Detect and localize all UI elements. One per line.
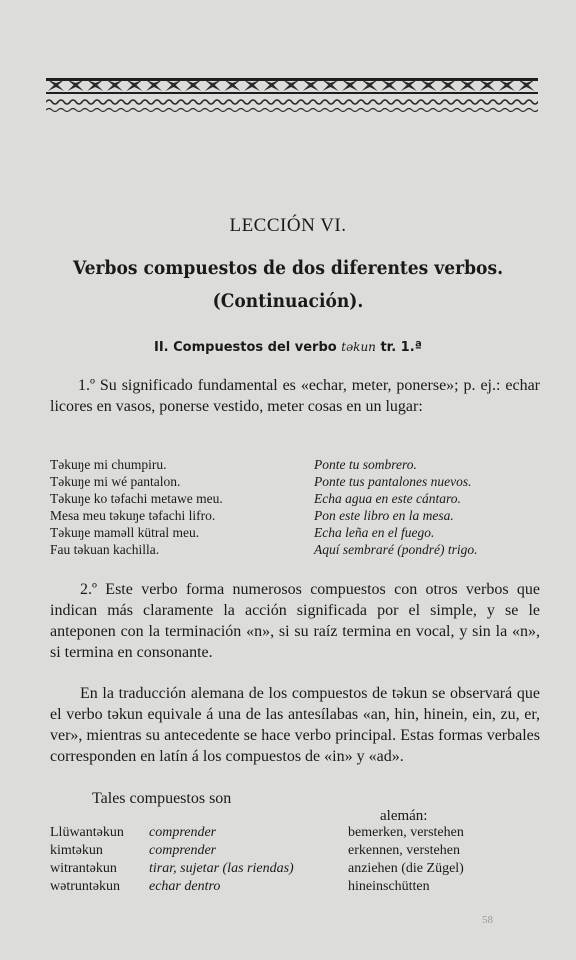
example-mapuche: Tәkuŋe ko tәfachi metawe meu. <box>50 491 223 506</box>
vocab-row <box>50 879 540 897</box>
page-number: 58 <box>482 914 493 926</box>
title-line-1: Verbos compuestos de dos diferentes verbos. <box>72 257 504 279</box>
vocabulary-list <box>50 825 540 897</box>
lesson-heading: LECCIÓN VI. <box>229 215 347 236</box>
paragraph-4: Tales compuestos son <box>92 790 232 807</box>
vocab-word: witrantәkun <box>50 861 117 876</box>
vocab-row <box>50 861 540 879</box>
example-spanish: Echa agua en este cántaro. <box>314 491 461 506</box>
wavy-border-line <box>46 109 538 112</box>
example-spanish: Pon este libro en la mesa. <box>314 508 454 523</box>
example-mapuche: Fau tәkuan kachilla. <box>50 542 160 557</box>
vocab-german: erkennen, verstehen <box>348 843 460 858</box>
flourish-ornament-icon <box>420 80 436 91</box>
section-subtitle <box>0 340 576 355</box>
flourish-ornament-icon <box>68 80 84 91</box>
vocab-spanish: comprender <box>149 825 217 840</box>
paragraph-3: En la traducción alemana de los compuestos de tәkun se observará que el verbo tәkun equivale á una de las antesílabas «an, hin, hinein, ein, zu, er, ver», mientras su antecedente se hace verbo principal. Estas formas verbales corresponden en latín á los compuestos de «in» y «ad». <box>50 685 540 765</box>
flourish-ornament-icon <box>303 80 319 91</box>
flourish-ornament-icon <box>146 80 162 91</box>
example-mapuche: Tәkuŋe mi chumpiru. <box>50 457 167 472</box>
example-row <box>50 542 540 559</box>
flourish-ornament-icon <box>107 80 123 91</box>
example-spanish: Echa leña en el fuego. <box>314 525 435 540</box>
flourish-ornament-icon <box>283 80 299 91</box>
vocab-german: anziehen (die Zügel) <box>348 861 464 876</box>
example-spanish: Aquí sembraré (pondré) trigo. <box>314 542 478 557</box>
flourish-ornament-icon <box>244 80 260 91</box>
example-spanish: Ponte tus pantalones nuevos. <box>314 474 472 489</box>
subtitle-suffix: tr. 1.ª <box>380 340 422 355</box>
vocab-word: Llüwantәkun <box>50 825 124 840</box>
flourish-ornament-icon <box>499 80 515 91</box>
example-spanish: Ponte tu sombrero. <box>314 457 417 472</box>
flourish-ornament-icon <box>381 80 397 91</box>
flourish-ornament-icon <box>440 80 456 91</box>
example-mapuche: Tәkuŋe mamәll kütral meu. <box>50 525 200 540</box>
flourish-ornament-icon <box>460 80 476 91</box>
paragraph-1: 1.º Su significado fundamental es «echar, meter, ponerse»; p. ej.: echar licores en vasos, ponerse vestido, meter cosas en un lugar: <box>50 377 540 415</box>
decorative-border-ornament <box>46 72 538 116</box>
flourish-ornament-icon <box>518 80 534 91</box>
title-line-2: (Continuación). <box>212 290 364 312</box>
flourish-ornament-icon <box>322 80 338 91</box>
vocab-german: bemerken, verstehen <box>348 825 464 840</box>
example-row <box>50 474 540 491</box>
german-column-label: alemán: <box>380 808 428 824</box>
example-row <box>50 508 540 525</box>
vocab-word: wәtruntәkun <box>50 879 120 894</box>
flourish-ornament-icon <box>224 80 240 91</box>
vocab-spanish: echar dentro <box>149 879 221 894</box>
vocab-row <box>50 843 540 861</box>
example-mapuche: Tәkuŋe mi wé pantalon. <box>50 474 181 489</box>
example-row <box>50 491 540 508</box>
example-sentences <box>50 457 540 559</box>
flourish-ornament-icon <box>166 80 182 91</box>
flourish-ornament-icon <box>48 80 64 91</box>
flourish-ornament-icon <box>126 80 142 91</box>
vocab-spanish: tirar, sujetar (las riendas) <box>149 861 294 876</box>
wavy-border-line <box>46 100 538 104</box>
vocab-german: hineinschütten <box>348 879 430 894</box>
example-row <box>50 525 540 542</box>
flourish-ornament-icon <box>185 80 201 91</box>
flourish-ornament-icon <box>342 80 358 91</box>
subtitle-prefix: II. Compuestos del verbo <box>153 340 337 355</box>
subtitle-verb: tәkun <box>341 340 376 354</box>
flourish-ornament-icon <box>205 80 221 91</box>
example-row <box>50 457 540 474</box>
flourish-ornament-icon <box>87 80 103 91</box>
vocab-row <box>50 825 540 843</box>
flourish-ornament-icon <box>479 80 495 91</box>
flourish-ornament-icon <box>401 80 417 91</box>
paragraph-2: 2.º Este verbo forma numerosos compuestos con otros verbos que indican más claramente la acción significada por el simple, y se le anteponen con la terminación «n», si su raíz termina en vocal, y sin la «n», si termina en consonante. <box>50 581 540 661</box>
vocab-spanish: comprender <box>149 843 217 858</box>
flourish-ornament-icon <box>264 80 280 91</box>
example-mapuche: Mesa meu tәkuŋe tәfachi lifro. <box>50 508 216 523</box>
flourish-ornament-icon <box>362 80 378 91</box>
vocab-word: kimtәkun <box>50 843 103 858</box>
